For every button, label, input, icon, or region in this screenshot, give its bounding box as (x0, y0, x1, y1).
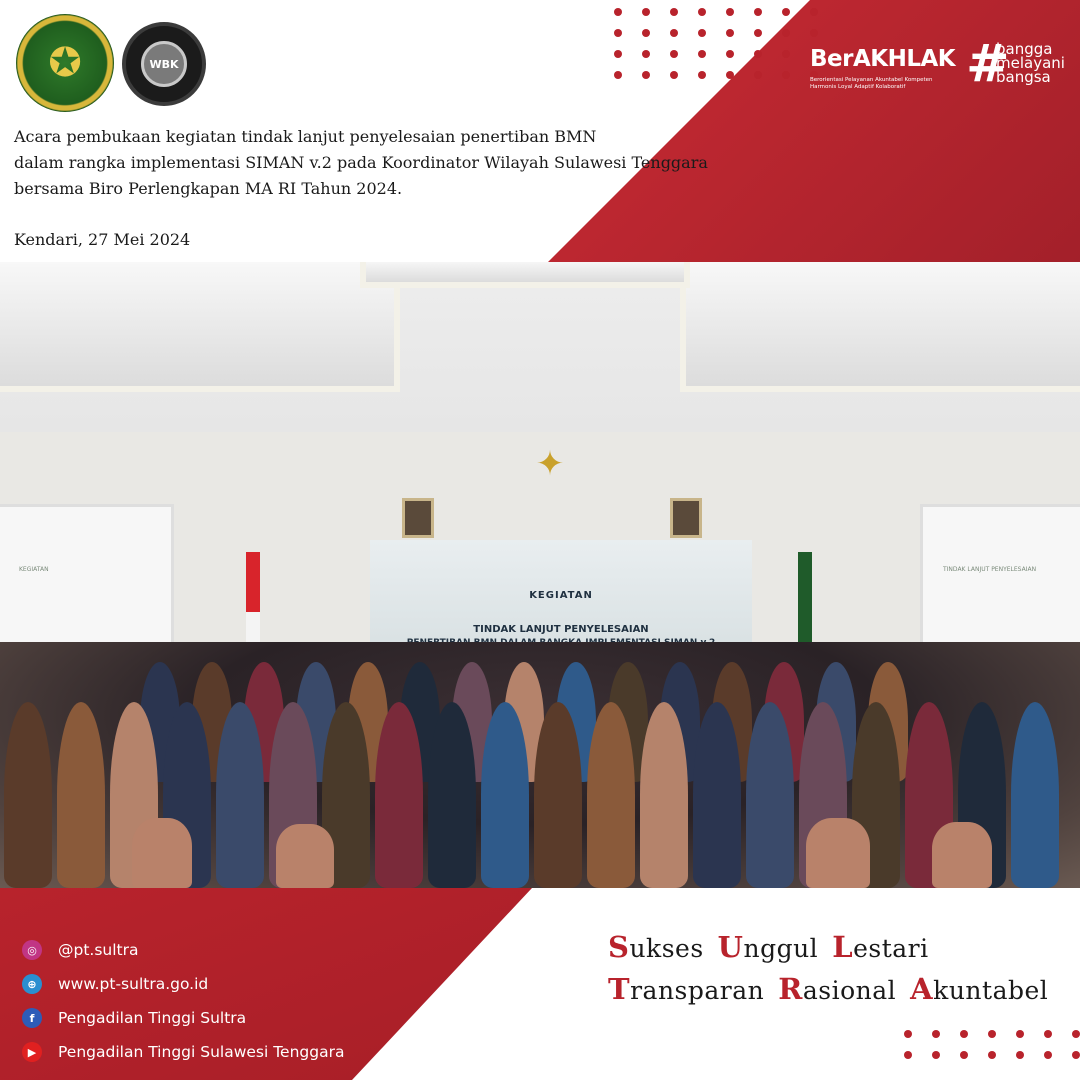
decorative-dot (642, 71, 650, 79)
garuda-emblem-icon: ✦ (535, 444, 565, 484)
motto-line-2 (608, 972, 1048, 1006)
caption-line-2: dalam rangka implementasi SIMAN v.2 pada Koordinator Wilayah Sulawesi Tenggara (14, 153, 708, 172)
social-instagram[interactable] (22, 938, 362, 962)
decorative-dot (904, 1051, 912, 1059)
hashtag-slogan (996, 42, 1065, 84)
decorative-dot (1016, 1030, 1024, 1038)
youtube-icon: ▶ (22, 1042, 42, 1062)
decorative-dot (904, 1030, 912, 1038)
motto-initial: S (608, 930, 630, 964)
motto-initial: L (832, 930, 854, 964)
attendee (57, 702, 105, 888)
bottom-dot-pattern (904, 1030, 1080, 1059)
social-website-url: www.pt-sultra.go.id (58, 975, 209, 993)
vice-president-portrait (670, 498, 702, 538)
top-dot-pattern (614, 8, 818, 79)
decorative-dot (614, 8, 622, 16)
mahkamah-agung-emblem-icon: ✪ (48, 40, 82, 86)
attendee (428, 702, 476, 888)
decorative-dot (960, 1030, 968, 1038)
ceiling-light-panel (360, 262, 690, 288)
motto-word: estari (853, 934, 929, 963)
decorative-dot (670, 8, 678, 16)
ceiling-light-panel (680, 262, 1080, 392)
instagram-icon: ◎ (22, 940, 42, 960)
decorative-dot (754, 50, 762, 58)
slogan-word-1: bangga (996, 40, 1053, 58)
decorative-dot (642, 29, 650, 37)
motto-word: kuntabel (933, 976, 1049, 1005)
slogan-word-2: melayani (996, 54, 1065, 72)
attendee (587, 702, 635, 888)
social-youtube[interactable] (22, 1040, 362, 1064)
motto-word: asional (802, 976, 897, 1005)
attendee (1011, 702, 1059, 888)
decorative-dot (782, 29, 790, 37)
event-group-photo (0, 262, 1080, 888)
decorative-dot (988, 1051, 996, 1059)
decorative-dot (1044, 1051, 1052, 1059)
chair (806, 818, 870, 888)
decorative-dot (810, 8, 818, 16)
social-facebook[interactable] (22, 1006, 362, 1030)
decorative-dot (960, 1051, 968, 1059)
decorative-dot (1072, 1051, 1080, 1059)
decorative-dot (932, 1030, 940, 1038)
decorative-dot (698, 50, 706, 58)
president-portrait (402, 498, 434, 538)
zona-integritas-logo (122, 22, 206, 106)
motto-initial: R (778, 972, 803, 1006)
globe-icon: ⊕ (22, 974, 42, 994)
motto-initial: U (717, 930, 744, 964)
social-facebook-name: Pengadilan Tinggi Sultra (58, 1009, 247, 1027)
decorative-dot (782, 50, 790, 58)
motto-initial: T (608, 972, 631, 1006)
event-date: Kendari, 27 Mei 2024 (14, 230, 191, 249)
decorative-dot (932, 1051, 940, 1059)
banner-line: TINDAK LANJUT PENYELESAIAN (473, 624, 649, 635)
event-caption (14, 124, 774, 202)
motto-word: nggul (743, 934, 819, 963)
decorative-dot (782, 8, 790, 16)
decorative-dot (726, 71, 734, 79)
decorative-dot (726, 29, 734, 37)
attendee (481, 702, 529, 888)
caption-line-1: Acara pembukaan kegiatan tindak lanjut penyelesaian penertiban BMN (14, 127, 597, 146)
chair (932, 822, 992, 888)
decorative-dot (614, 71, 622, 79)
hashtag-symbol: # (966, 34, 1010, 94)
berakhlak-brand (808, 36, 1070, 96)
attendee (746, 702, 794, 888)
decorative-dot (670, 50, 678, 58)
decorative-dot (670, 71, 678, 79)
decorative-dot (782, 71, 790, 79)
decorative-dot (726, 50, 734, 58)
decorative-dot (754, 71, 762, 79)
attendee (216, 702, 264, 888)
decorative-dot (698, 8, 706, 16)
zona-integritas-badge-icon: WBK (141, 41, 187, 87)
slogan-word-3: bangsa (996, 68, 1051, 86)
facebook-icon: f (22, 1008, 42, 1028)
ceiling-light-panel (0, 262, 400, 392)
screen-text: TINDAK LANJUT PENYELESAIAN (943, 566, 1037, 573)
decorative-dot (754, 29, 762, 37)
decorative-dot (642, 50, 650, 58)
decorative-dot (642, 8, 650, 16)
chair (276, 824, 334, 888)
social-youtube-name: Pengadilan Tinggi Sulawesi Tenggara (58, 1043, 345, 1061)
attendee (534, 702, 582, 888)
motto-word: ukses (629, 934, 704, 963)
motto-initial: A (910, 972, 934, 1006)
attendee (640, 702, 688, 888)
motto-word: ransparan (630, 976, 765, 1005)
decorative-dot (1016, 1051, 1024, 1059)
court-emblem-logo (16, 14, 114, 112)
decorative-dot (614, 29, 622, 37)
decorative-dot (988, 1030, 996, 1038)
berakhlak-tagline: Berorientasi Pelayanan Akuntabel Kompeten Harmonis Loyal Adaptif Kolaboratif (810, 77, 933, 90)
social-instagram-handle: @pt.sultra (58, 941, 139, 959)
berakhlak-wordmark: BerAKHLAK (810, 46, 956, 72)
decorative-dot (754, 8, 762, 16)
banner-title: KEGIATAN (529, 590, 593, 601)
decorative-dot (698, 29, 706, 37)
decorative-dot (614, 50, 622, 58)
social-website[interactable] (22, 972, 362, 996)
attendee (4, 702, 52, 888)
decorative-dot (1072, 1030, 1080, 1038)
decorative-dot (726, 8, 734, 16)
attendee (375, 702, 423, 888)
decorative-dot (698, 71, 706, 79)
chair (132, 818, 192, 888)
attendee (693, 702, 741, 888)
decorative-dot (670, 29, 678, 37)
decorative-dot (1044, 1030, 1052, 1038)
motto-line-1 (608, 930, 929, 964)
screen-text: KEGIATAN (19, 566, 49, 573)
caption-line-3: bersama Biro Perlengkapan MA RI Tahun 2024. (14, 179, 403, 198)
